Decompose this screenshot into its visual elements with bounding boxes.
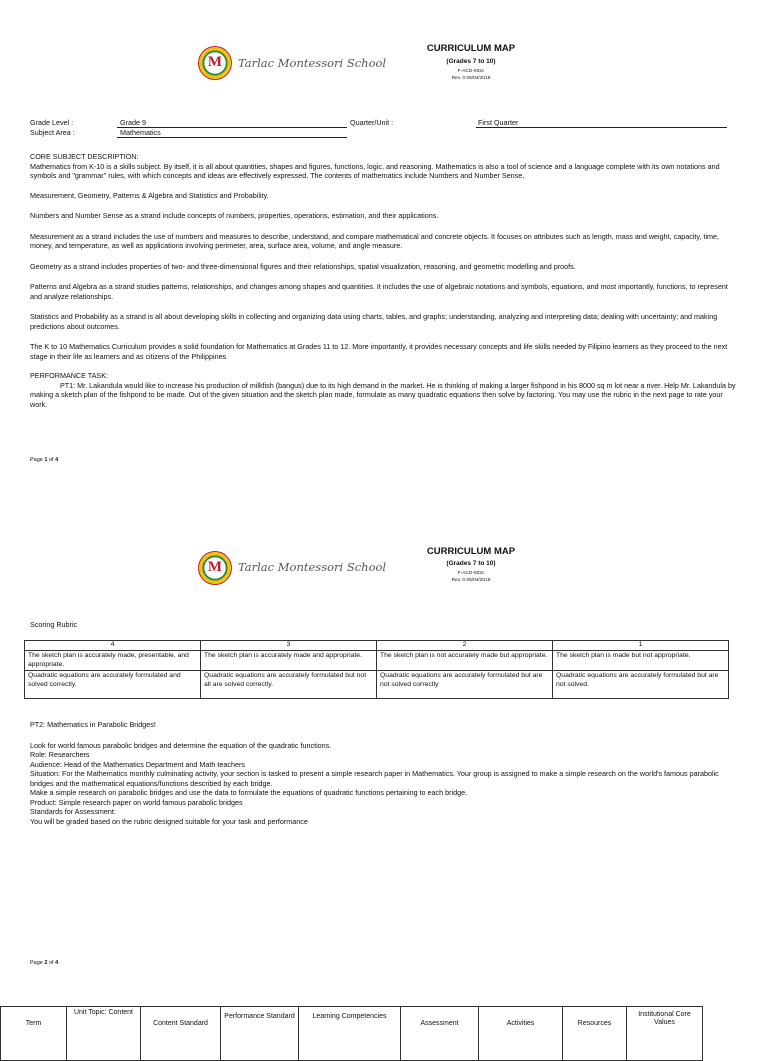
- pt2-line-7: Standards for Assessment:: [30, 807, 116, 816]
- page2-of: of: [47, 960, 56, 966]
- rubric-cell: Quadratic equations are accurately formulated but are not solved.: [553, 671, 729, 699]
- page2-body: [30, 720, 738, 826]
- subject-area-value: Mathematics: [120, 128, 161, 137]
- school-name-2: Tarlac Montessori School: [238, 560, 387, 574]
- doc-rev: Rev. 0 06/04/2019: [451, 76, 491, 81]
- logo-letter: M: [207, 54, 223, 71]
- school-logo-2: [198, 551, 232, 585]
- rubric-table-wrap: [24, 640, 729, 699]
- pt1-paragraph: PT1: Mr. Lakandula would like to increase his production of milkfish (bangus) due to its high demand in the market. He is thinking of making a larger fishpond in his 8000 sq m lot near a river. Help Mr. Lakandula by making a sketch plan of the fishpond to be made. Out of the given situation and the sketch plan made, formulate as many quadratic equations then solve by factoring. You may use the rubric in the next page to rate your work.: [30, 380, 736, 409]
- col-resources: Resources: [563, 1007, 627, 1061]
- info-block: [0, 114, 768, 144]
- page1-header: [0, 0, 768, 100]
- doc-code-2: F-ACD-002c: [457, 571, 485, 576]
- rubric-cell: The sketch plan is not accurately made but appropriate.: [377, 650, 553, 671]
- pt2-title: PT2: Mathematics in Parabolic Bridges!: [30, 720, 156, 729]
- grade-level-line: [117, 119, 347, 128]
- quarter-value: First Quarter: [478, 118, 519, 127]
- doc-code: F-ACD-002c: [457, 69, 485, 74]
- rubric-header-2: 2: [377, 641, 553, 651]
- pt2-line-1: Look for world famous parabolic bridges and determine the equation of the quadratic functions.: [30, 740, 332, 750]
- rubric-cell: Quadratic equations are accurately formulated and solved correctly.: [25, 671, 201, 699]
- school-name: Tarlac Montessori School: [238, 56, 387, 70]
- core-paragraph-2: Measurement, Geometry, Patterns & Algebra and Statistics and Probability.: [30, 190, 269, 200]
- grade-level-value: Grade 9: [120, 118, 146, 127]
- core-paragraph-3: Numbers and Number Sense as a strand include concepts of numbers, properties, operations, estimation, and their applications.: [30, 211, 439, 220]
- page1-prefix: Page: [30, 457, 45, 463]
- rubric-cell: The sketch plan is accurately made, presentable, and appropriate.: [25, 650, 201, 671]
- rubric-header-3: 3: [201, 641, 377, 651]
- core-paragraph-7: Statistics and Probability as a strand is all about developing skills in collecting and organizing data using charts, tables, and graphs; understanding, analyzing and interpreting data; dealing with uncertainty; and making predictions about outcomes.: [30, 312, 718, 331]
- subject-area-label: Subject Area :: [30, 128, 75, 137]
- core-paragraph-6: Patterns and Algebra as a strand studies patterns, relationships, and changes among shapes and quantities. It includes the use of algebraic notations and symbols, equations, and most importantly, functions, to represent and analyze relationships.: [30, 282, 728, 301]
- table-row: [25, 650, 729, 671]
- page1-total: 4: [55, 457, 59, 463]
- page1-current: 1: [44, 457, 48, 463]
- rubric-cell: Quadratic equations are accurately formulated but not all are solved correctly.: [201, 671, 377, 699]
- col-core-values: Institutional Core Values: [627, 1007, 703, 1061]
- col-performance-standard: Performance Standard: [221, 1007, 299, 1061]
- performance-heading: PERFORMANCE TASK:: [30, 371, 109, 380]
- scoring-rubric-heading: Scoring Rubric: [30, 620, 78, 629]
- logo-letter-2: M: [207, 559, 223, 576]
- core-heading: CORE SUBJECT DESCRIPTION:: [30, 152, 139, 161]
- doc-rev-2: Rev. 0 06/04/2019: [451, 578, 491, 583]
- col-assessment: Assessment: [401, 1007, 479, 1061]
- page1-number: [30, 457, 58, 464]
- grade-level-label: Grade Level :: [30, 118, 74, 127]
- page2-number: [30, 960, 58, 967]
- page2-prefix: Page: [30, 960, 45, 966]
- rubric-cell: The sketch plan is accurately made and appropriate.: [201, 650, 377, 671]
- school-logo: [198, 46, 232, 80]
- table-row: [25, 671, 729, 699]
- pt2-line-8: You will be graded based on the rubric designed suitable for your task and performance: [30, 816, 308, 826]
- pt2-line-3: Audience: Head of the Mathematics Department and Math teachers: [30, 759, 245, 769]
- core-paragraph-1: Mathematics from K-10 is a skills subject. By itself, it is all about quantities, shapes and figures, functions, logic, and reasoning. Mathematics is also a tool of science and a language complete with its own notations and symbols and "grammar" rules, with which concepts and ideas are effectively expressed. The contents of mathematics include Numbers and Number Sense,: [30, 161, 720, 180]
- page1-body: [30, 152, 738, 409]
- pt2-line-6: Product: Simple research paper on world famous parabolic bridges: [30, 797, 243, 807]
- page2-total: 4: [55, 960, 59, 966]
- doc-grades-2: (Grades 7 to 10): [446, 560, 496, 567]
- core-paragraph-4: Measurement as a strand includes the use of numbers and measures to describe, understand, and compare mathematical and concrete objects. It focuses on attributes such as length, mass and weight, capacity, time, money, and temperature, as well as applications involving perimeter, area, surface area, volume, and angle measure.: [30, 231, 720, 250]
- col-learning-competencies: Learning Competencies: [299, 1007, 401, 1061]
- rubric-header-1: 1: [553, 641, 729, 651]
- col-term: Term: [1, 1007, 67, 1061]
- page3-table-wrap: [0, 1006, 703, 1061]
- core-paragraph-8: The K to 10 Mathematics Curriculum provides a solid foundation for Mathematics at Grades 11 to 12. More importantly, it provides necessary concepts and life skills needed by Filipino learners as they proceed to the next stage in their life as learners and as citizens of the Philippines: [30, 342, 728, 361]
- curriculum-header-row: [1, 1007, 703, 1061]
- pt2-line-4: Situation: For the Mathematics monthly culminating activity, your section is tasked to present a simple research paper in Mathematics. Your group is assigned to make a simple research on the world's famous parabolic bridges and the mathematical equations/functions described by each bridge.: [30, 769, 719, 788]
- col-unit-topic: Unit Topic: Content: [67, 1007, 141, 1061]
- page2-current: 2: [44, 960, 48, 966]
- page2-header: [0, 540, 768, 600]
- core-paragraph-5: Geometry as a strand includes properties of two- and three-dimensional figures and their relationships, spatial visualization, reasoning, and geometric modelling and proofs.: [30, 261, 576, 271]
- rubric-header-4: 4: [25, 641, 201, 651]
- rubric-cell: Quadratic equations are accurately formulated but are not solved correctly: [377, 671, 553, 699]
- pt2-line-2: Role: Researchers: [30, 750, 90, 759]
- pt2-line-5: Make a simple research on parabolic bridges and use the data to formulate the equations of quadratic functions pertaining to each bridge.: [30, 788, 468, 797]
- rubric-table: [24, 640, 729, 699]
- rubric-header-row: [25, 641, 729, 651]
- doc-title-2: CURRICULUM MAP: [426, 546, 516, 557]
- rubric-cell: The sketch plan is made but not appropriate.: [553, 650, 729, 671]
- quarter-label: Quarter/Unit :: [350, 118, 394, 127]
- col-content-standard: Content Standard: [141, 1007, 221, 1061]
- doc-title: CURRICULUM MAP: [426, 43, 516, 54]
- col-activities: Activities: [479, 1007, 563, 1061]
- quarter-line: [476, 119, 727, 128]
- doc-grades: (Grades 7 to 10): [446, 58, 496, 65]
- page1-of: of: [47, 457, 56, 463]
- curriculum-table: [0, 1006, 703, 1061]
- subject-area-line: [117, 129, 347, 138]
